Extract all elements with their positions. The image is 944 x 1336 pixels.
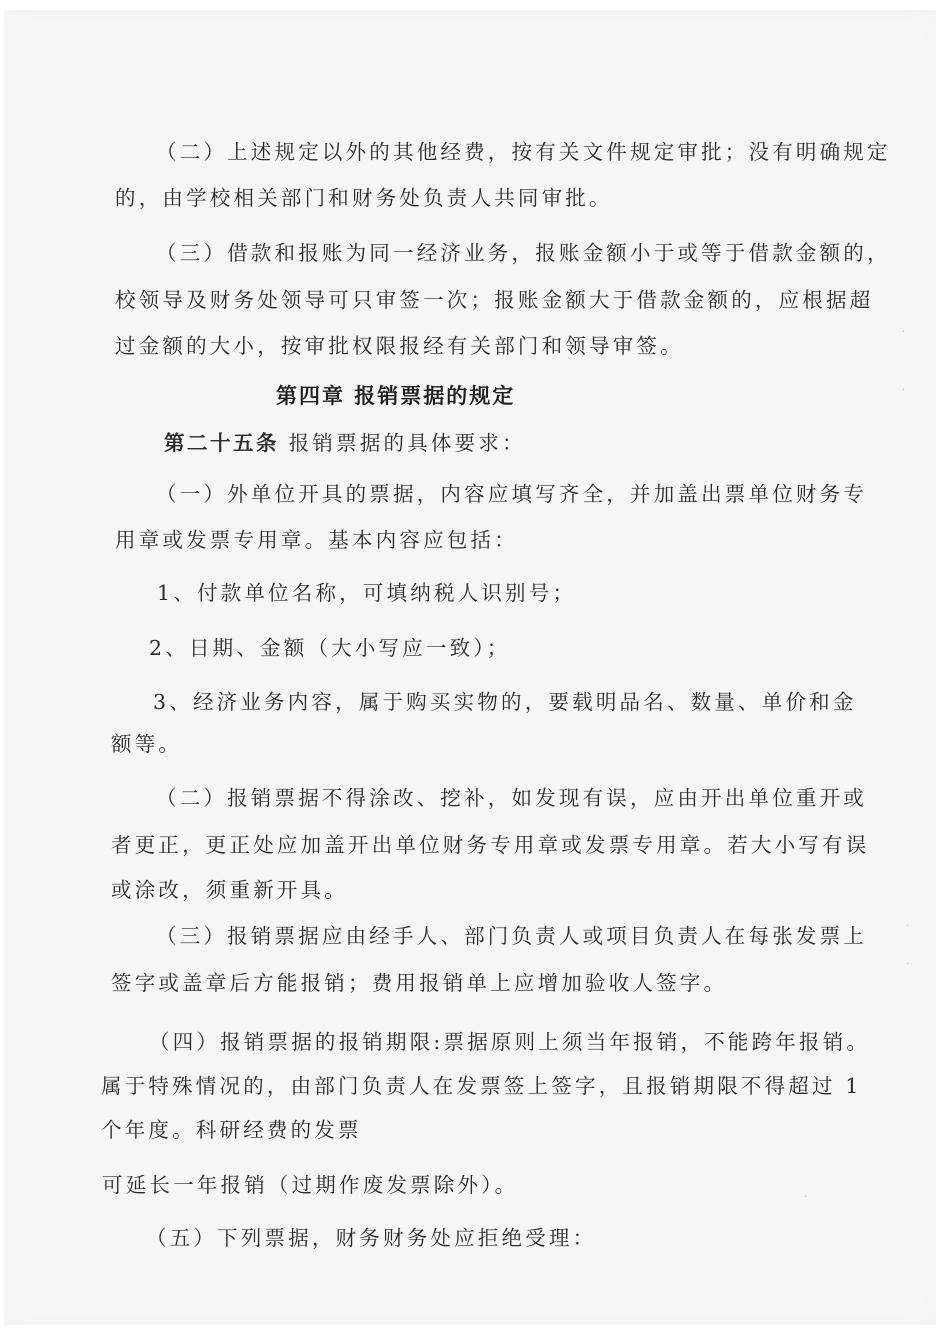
clause-3-line-1: （三）报销票据应由经手人、部门负责人或项目负责人在每张发票上 [156,924,867,948]
paragraph-2-line-1: （二）上述规定以外的其他经费，按有关文件规定审批；没有明确规定 [156,140,891,164]
clause-2-line-1: （二）报销票据不得涂改、挖补，如发现有误，应由开出单位重开或 [156,786,867,810]
article-25-title: 报销票据的具体要求： [288,431,526,455]
scan-speck: · [804,1192,808,1203]
paragraph-3-line-3: 过金额的大小，按审批权限报经有关部门和领导审签。 [115,334,684,358]
clause-4-line-3: 个年度。科研经费的发票 [101,1118,362,1142]
paragraph-3-line-1: （三）借款和报账为同一经济业务，报账金额小于或等于借款金额的， [156,241,891,265]
clause-2-line-3: 或涂改，须重新开具。 [111,878,348,902]
scan-speck: · [902,327,906,338]
scan-speck: · [902,385,906,396]
list-item-3-line-2: 额等。 [111,732,183,756]
paragraph-3-line-2: 校领导及财务处领导可只审签一次；报账金额大于借款金额的，应根据超 [115,288,874,312]
article-25-label: 第二十五条 [164,431,279,455]
clause-1-line-2: 用章或发票专用章。基本内容应包括： [115,528,518,552]
clause-4-line-1: （四）报销票据的报销期限:票据原则上须当年报销，不能跨年报销。 [149,1030,871,1054]
scan-speck: · [906,959,910,970]
clause-4-line-2: 属于特殊情况的，由部门负责人在发票签上签字，且报销期限不得超过 1 [101,1074,862,1098]
scan-speck: · [906,921,910,932]
list-item-2: 2、日期、金额（大小写应一致）； [149,636,511,660]
clause-3-line-2: 签字或盖章后方能报销；费用报销单上应增加验收人签字。 [111,971,728,995]
clause-5-line-1: （五）下列票据，财务财务处应拒绝受理： [146,1226,597,1250]
list-item-1: 1、付款单位名称，可填纳税人识别号； [157,581,577,605]
clause-2-line-2: 者更正，更正处应加盖开出单位财务专用章或发票专用章。若大小写有误 [111,833,870,857]
article-25-line [164,429,526,457]
chapter-heading: 第四章 报销票据的规定 [276,383,516,408]
clause-4-line-4: 可延长一年报销（过期作废发票除外）。 [102,1173,519,1197]
list-item-3-line-1: 3、经济业务内容，属于购买实物的，要载明品名、数量、单价和金 [153,690,857,714]
clause-1-line-1: （一）外单位开具的票据，内容应填写齐全，并加盖出票单位财务专 [156,482,867,506]
scanned-document-page [4,10,936,1325]
paragraph-2-line-2: 的，由学校相关部门和财务处负责人共同审批。 [115,186,613,210]
